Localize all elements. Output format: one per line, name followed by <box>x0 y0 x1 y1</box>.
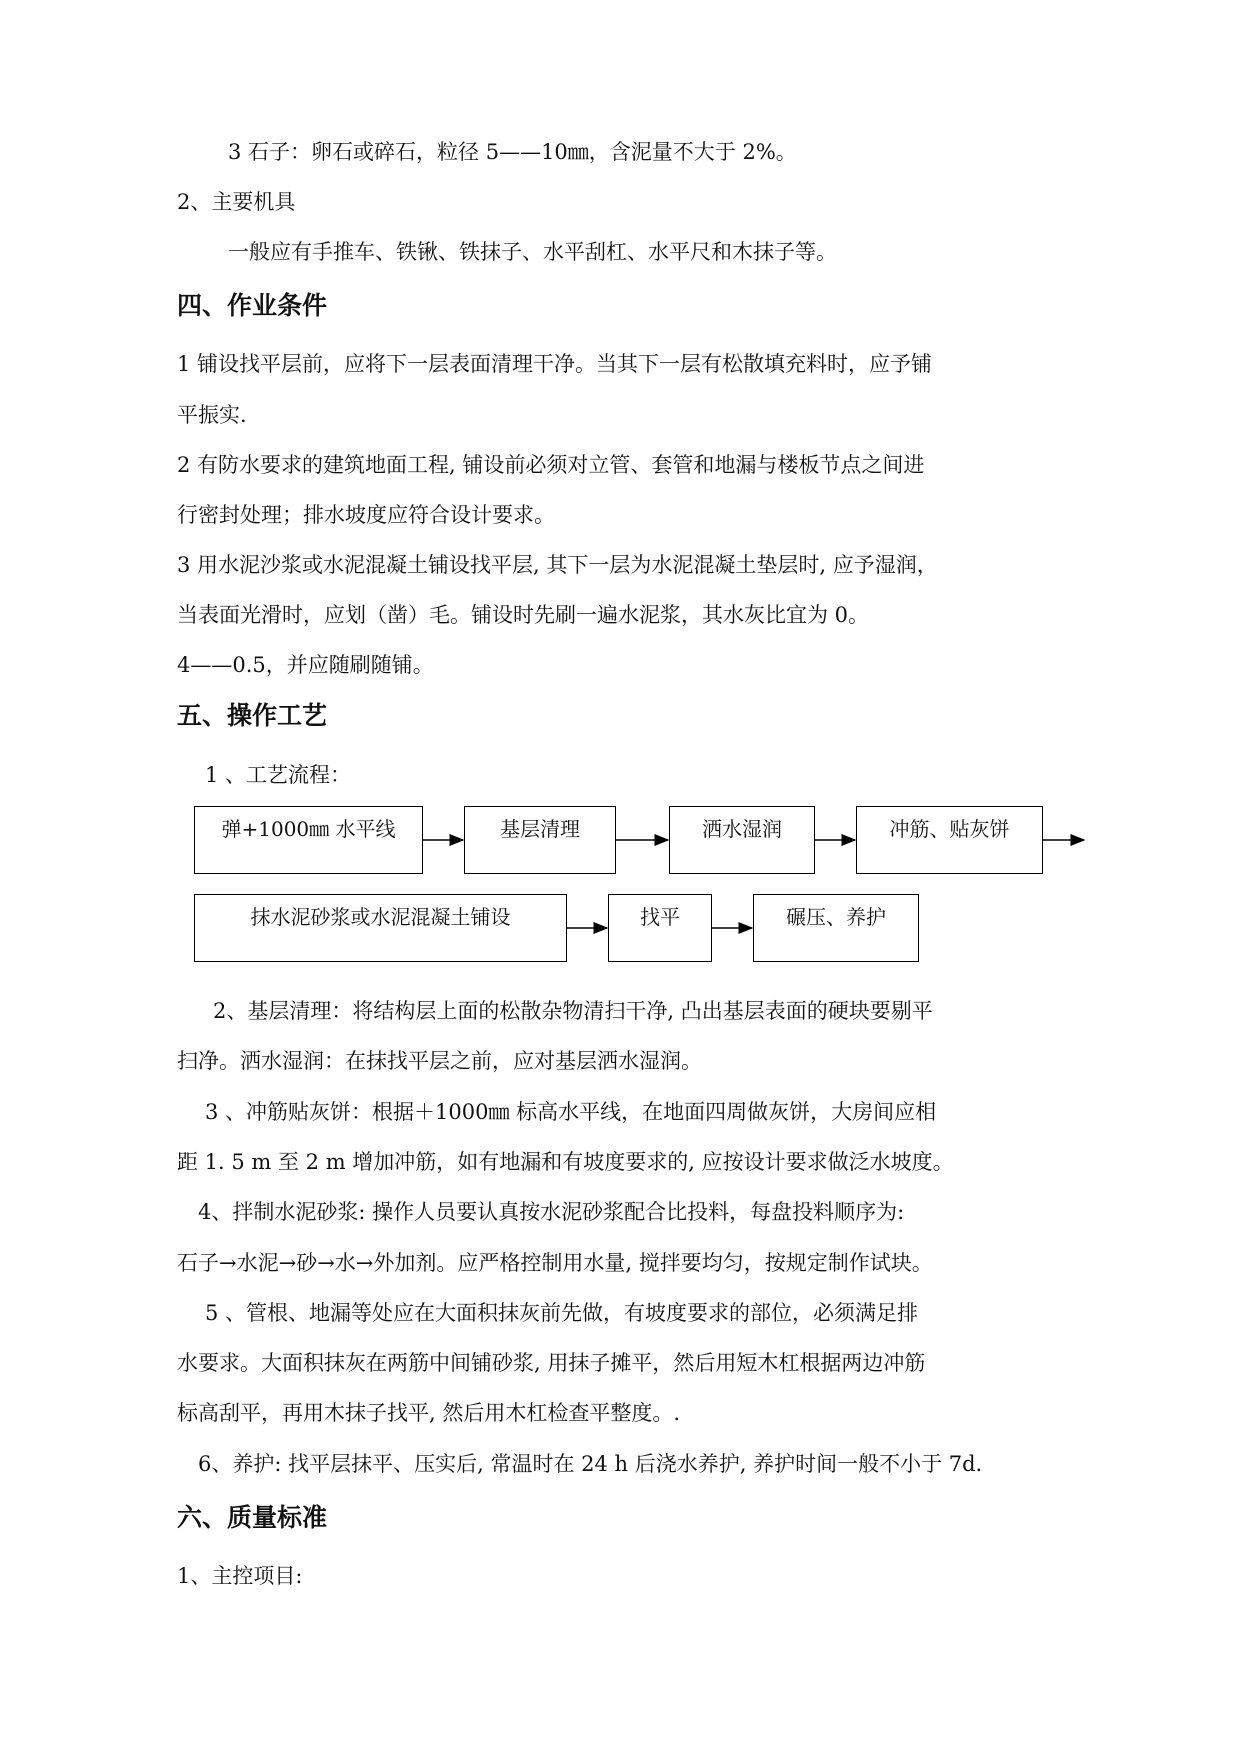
paragraph-line: 石子→水泥→砂→水→外加剂。应严格控制用水量, 搅拌要均匀，按规定制作试块。 <box>177 1251 933 1275</box>
paragraph-line: 距 1. 5 m 至 2 m 增加冲筋，如有地漏和有坡度要求的, 应按设计要求做泛水坡度。 <box>177 1150 954 1174</box>
paragraph-line: 一般应有手推车、铁锹、铁抹子、水平刮杠、水平尺和木抹子等。 <box>228 240 837 264</box>
paragraph-line: 4——0.5，并应随刷随铺。 <box>177 653 434 677</box>
paragraph-line: 标高刮平，再用木抹子找平, 然后用木杠检查平整度。. <box>177 1401 681 1425</box>
paragraph-line: 3 石子：卵石或碎石，粒径 5——10㎜，含泥量不大于 2%。 <box>228 140 797 164</box>
paragraph-line: 5 、管根、地漏等处应在大面积抹灰前先做，有坡度要求的部位，必须满足排 <box>205 1301 919 1325</box>
paragraph-line: 6、养护: 找平层抹平、压实后, 常温时在 24 h 后浇水养护, 养护时间一般不小于 7d. <box>198 1452 983 1476</box>
paragraph-line: 3 、冲筋贴灰饼：根据＋1000㎜ 标高水平线，在地面四周做灰饼，大房间应相 <box>205 1100 937 1124</box>
subheading-line: 1、主控项目: <box>177 1564 303 1588</box>
paragraph-line: 平振实. <box>177 403 247 427</box>
paragraph-line: 2 有防水要求的建筑地面工程, 铺设前必须对立管、套管和地漏与楼板节点之间进 <box>177 453 925 477</box>
subheading-line: 1 、工艺流程： <box>205 763 352 787</box>
paragraph-line: 4、拌制水泥砂浆: 操作人员要认真按水泥砂浆配合比投料，每盘投料顺序为: <box>198 1200 905 1224</box>
paragraph-line: 当表面光滑时，应划（凿）毛。铺设时先刷一遍水泥浆，其水灰比宜为 0。 <box>177 603 870 627</box>
flow-step-label: 冲筋、贴灰饼 <box>889 817 1010 841</box>
flow-step-label: 基层清理 <box>500 817 580 841</box>
subheading-line: 2、主要机具 <box>177 190 296 214</box>
flow-step-label: 弹+1000㎜ 水平线 <box>221 817 396 841</box>
paragraph-line: 水要求。大面积抹灰在两筋中间铺砂浆, 用抹子摊平，然后用短木杠根据两边冲筋 <box>177 1351 926 1375</box>
section-heading: 六、质量标准 <box>177 1503 328 1532</box>
paragraph-line: 行密封处理；排水坡度应符合设计要求。 <box>177 503 555 527</box>
paragraph-line: 3 用水泥沙浆或水泥混凝土铺设找平层, 其下一层为水泥混凝土垫层时, 应予湿润， <box>177 553 938 577</box>
section-heading: 四、作业条件 <box>177 291 328 320</box>
flow-step-label: 抹水泥砂浆或水泥混凝土铺设 <box>250 905 511 929</box>
paragraph-line: 扫净。洒水湿润：在抹找平层之前，应对基层洒水湿润。 <box>177 1049 702 1073</box>
flow-step-label: 碾压、养护 <box>786 905 886 929</box>
flow-step-label: 找平 <box>640 905 680 929</box>
paragraph-line: 2、基层清理：将结构层上面的松散杂物清扫干净, 凸出基层表面的硬块要剔平 <box>213 999 933 1023</box>
paragraph-line: 1 铺设找平层前，应将下一层表面清理干净。当其下一层有松散填充料时，应予铺 <box>177 352 933 376</box>
section-heading: 五、操作工艺 <box>177 701 328 730</box>
flow-step-label: 洒水湿润 <box>702 817 782 841</box>
